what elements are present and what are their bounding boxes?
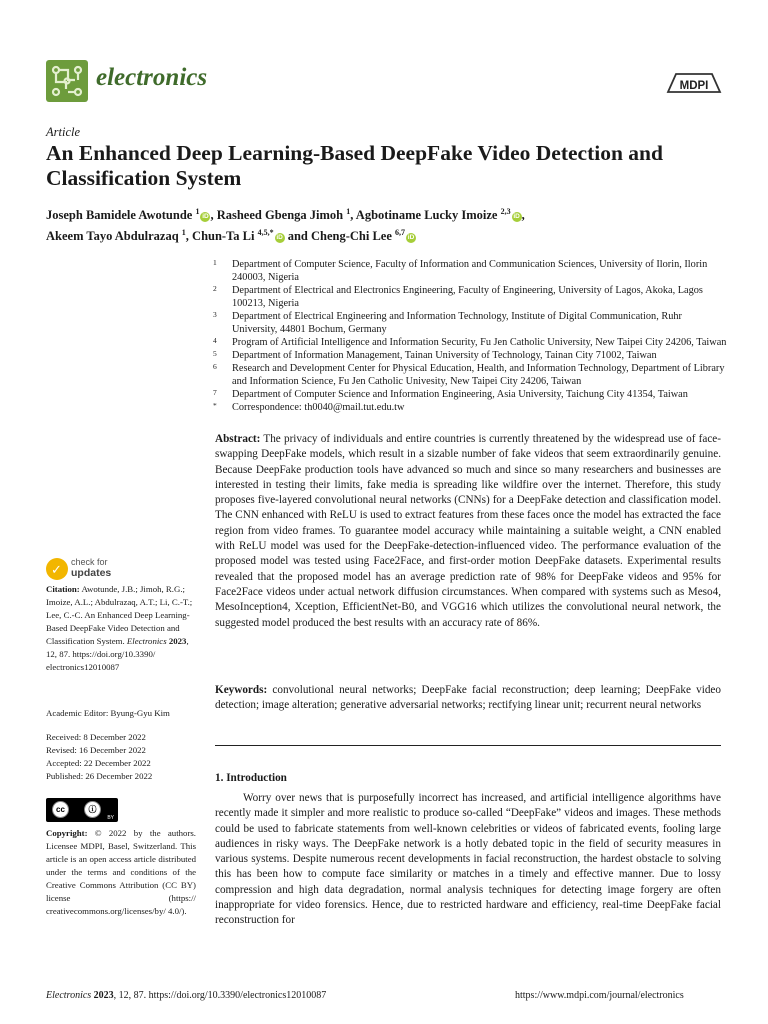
citation-doi[interactable]: , 12, 87. https://doi.org/10.3390/ electronics12010087 [46, 636, 189, 672]
keywords [215, 683, 721, 714]
footer-year: 2023 [93, 990, 114, 1001]
dates-block [46, 731, 196, 783]
abstract-label: Abstract: [215, 433, 261, 445]
orcid-icon[interactable]: iD [276, 234, 283, 242]
orcid-icon[interactable]: iD [513, 213, 520, 221]
paper-title: An Enhanced Deep Learning-Based DeepFake Video Detection and Classification System [46, 141, 663, 190]
check-updates-icon: ✓ [46, 558, 68, 580]
article-type: Article [46, 125, 81, 139]
author-affiliation-sup: 1 [195, 207, 200, 216]
cc-icon: cc [52, 801, 69, 818]
date-item: Published: 26 December 2022 [46, 771, 153, 781]
copyright-block [46, 827, 196, 918]
affiliation-item [213, 388, 728, 401]
affiliation-text: Department of Electrical and Electronics Engineering, Faculty of Engineering, University of Lagos, Akoka, Lagos 100213, Nigeria [232, 285, 703, 309]
affiliation-item [213, 362, 728, 388]
author-affiliation-sup: 4,5,* [257, 228, 274, 238]
copyright-text: © 2022 by the authors. Licensee MDPI, Basel, Switzerland. This article is an open access article distributed under the terms and conditions of the Creative Commons Attribution (CC BY) license (https:// creativecommons.org/licenses/by/ 4.0/). [46, 828, 196, 916]
abstract [215, 432, 721, 631]
author-name: Joseph Bamidele Awotunde [46, 208, 196, 223]
author-name: Chun-Ta Li [192, 229, 258, 244]
citation-journal: Electronics [126, 636, 167, 646]
affiliation-list [213, 258, 728, 414]
check-text-2: updates [71, 567, 112, 579]
publisher-name: MDPI [679, 80, 709, 92]
section-heading: 1. Introduction [215, 772, 287, 784]
citation-block [46, 583, 196, 674]
footer-url[interactable]: https://www.mdpi.com/journal/electronics [515, 990, 684, 1001]
citation-text: Awotunde, J.B.; Jimoh, R.G.; Imoize, A.L.; Abdulrazaq, A.T.; Li, C.-T.; Lee, C.-C. An Enhanced Deep Learning-Based DeepFake Video Detection and Classification System. [46, 584, 193, 646]
orcid-icon[interactable]: iD [202, 213, 209, 221]
introduction-text: Worry over news that is purposefully incorrect has increased, and artificial intelligence algorithms have recently made it simpler and more realistic to produce so-called “DeepFake” videos and images. These methods could be used to fabricate statements from well-known celebrities or videos of fabricated events, fooling large audiences in risky ways. The DeepFake network is a hotly debated topic in the field of security measures in various systems. Despite numerous recent developments in facial reconstruction, the hardest obstacle to solving this has been how to compute face similarity or matches in a timely and effective manner. Due to lossy compression and high data degradation, normal analysis techniques for detecting image forgery are often inappropriate for video forensics. Hence, due to restricted hardware and efficiency, real-time DeepFake facial reconstruction for [215, 792, 721, 927]
affiliation-number: 1 [213, 258, 217, 267]
section-divider [215, 745, 721, 746]
author-name: Cheng-Chi Lee [311, 229, 396, 244]
affiliation-text[interactable]: Correspondence: th0040@mail.tut.edu.tw [232, 402, 405, 413]
date-item: Revised: 16 December 2022 [46, 745, 146, 755]
author-name: Akeem Tayo Abdulrazaq [46, 229, 182, 244]
attribution-icon: ⓘ [84, 801, 101, 818]
author-line-1: Joseph Bamidele Awotunde $^1$iD , Rasheed Gbenga Jimoh $^1$, Agbotiname Lucky Imoize $^{2,3}$iD , [46, 207, 525, 223]
affiliation-item [213, 284, 728, 310]
author-list [46, 203, 736, 245]
affiliation-text: Department of Computer Science and Information Engineering, Asia University, Taichung City 41354, Taiwan [232, 389, 688, 400]
author-affiliation-sup: 1 [346, 207, 351, 216]
keywords-text: convolutional neural networks; DeepFake facial reconstruction; deep learning; DeepFake video detection; image alteration; generative adversarial networks; rectifying linear unit; recurrent neural networks [215, 684, 721, 712]
keywords-label: Keywords: [215, 684, 268, 696]
author-affiliation-sup: 6,7 [395, 228, 406, 238]
affiliation-text: Department of Electrical Engineering and Information Technology, Institute of Digital Communication, Ruhr University, 44801 Bochum, Germany [232, 311, 682, 335]
cc-by-license-icon[interactable] [46, 798, 118, 822]
author-affiliation-sup: 1 [181, 228, 186, 238]
affiliation-item [213, 349, 728, 362]
affiliation-item [213, 258, 728, 284]
affiliation-number: 4 [213, 336, 217, 345]
affiliation-item [213, 401, 728, 414]
journal-name: electronics [96, 64, 208, 91]
affiliation-number: * [213, 401, 217, 410]
affiliation-number: 5 [213, 349, 217, 358]
journal-logo-icon [46, 60, 88, 102]
affiliation-item [213, 336, 728, 349]
by-label: BY [107, 815, 114, 821]
affiliation-number: 2 [213, 284, 217, 293]
check-text-1: check for [71, 557, 108, 567]
affiliation-number: 3 [213, 310, 217, 319]
footer-citation [46, 990, 326, 1001]
mdpi-logo-icon [666, 70, 722, 96]
orcid-icon[interactable]: iD [407, 234, 415, 242]
check-for-updates-button[interactable] [46, 556, 166, 582]
affiliation-item [213, 310, 728, 336]
affiliation-text: Program of Artificial Intelligence and Information Security, Fu Jen Catholic University, New Taipei City 24206, Taiwan [232, 337, 727, 348]
author-line-2: Akeem Tayo Abdulrazaq $^1$, Chun-Ta Li $^{4,5,*}$iD and Cheng-Chi Lee $^{6,7}$iD [46, 228, 415, 244]
author-name: Rasheed Gbenga Jimoh [216, 208, 347, 223]
affiliation-number: 6 [213, 362, 217, 371]
copyright-label: Copyright: [46, 828, 88, 838]
affiliation-text: Research and Development Center for Physical Education, Health, and Information Technology, Department of Library and Information Science, Fu Jen Catholic Univesity, New Taipei City 24206, Taiwan [232, 363, 725, 387]
author-name: Agbotiname Lucky Imoize [355, 208, 501, 223]
footer-journal: Electronics [46, 990, 92, 1001]
date-item: Accepted: 22 December 2022 [46, 758, 151, 768]
affiliation-text: Department of Information Management, Tainan University of Technology, Tainan City 71002, Taiwan [232, 350, 657, 361]
affiliation-text: Department of Computer Science, Faculty of Information and Communication Sciences, University of Ilorin, Ilorin 240003, Nigeria [232, 259, 708, 283]
citation-year: 2023 [168, 636, 187, 646]
abstract-text: The privacy of individuals and entire countries is currently threatened by the widespread use of face-swapping DeepFake models, which result in a sizable number of fake videos that seem extraordinarily genuine. Because DeepFake production tools have advanced so much and since so many researchers and businesses are interested in testing their limits, fake media is spreading like wildfire over the internet. Therefore, this study proposes five-layered convolutional neural networks (CNNs) for a DeepFake detection and classification model. The CNN enhanced with ReLU is used to extract features from these faces once the model has extracted the face region from video frames. To guarantee model accuracy while maintaining a suitable weight, a CNN enabled with ReLU model was used for the DeepFake-detection-influenced video. The performance evaluation of the proposed model was tested using Face2Face, and first-order motion DeepFake datasets. Experimental results revealed that the proposed model has an average prediction rate of 98% for DeepFake videos and 95% for Face2Face videos under actual network diffusion circumstances. When compared with systems such as Meso4, MesoInception4, Xception, EfficientNet-B0, and VGG16 which utilizes the convolutional neural network, the suggested model produced the best results with an accuracy rate of 86%. [215, 433, 721, 629]
date-item: Received: 8 December 2022 [46, 732, 146, 742]
affiliation-number: 7 [213, 388, 217, 397]
academic-editor: Academic Editor: Byung-Gyu Kim [46, 708, 170, 718]
footer-doi[interactable]: , 12, 87. https://doi.org/10.3390/electronics12010087 [113, 990, 327, 1001]
author-affiliation-sup: 2,3 [500, 207, 511, 216]
citation-label: Citation: [46, 584, 80, 594]
